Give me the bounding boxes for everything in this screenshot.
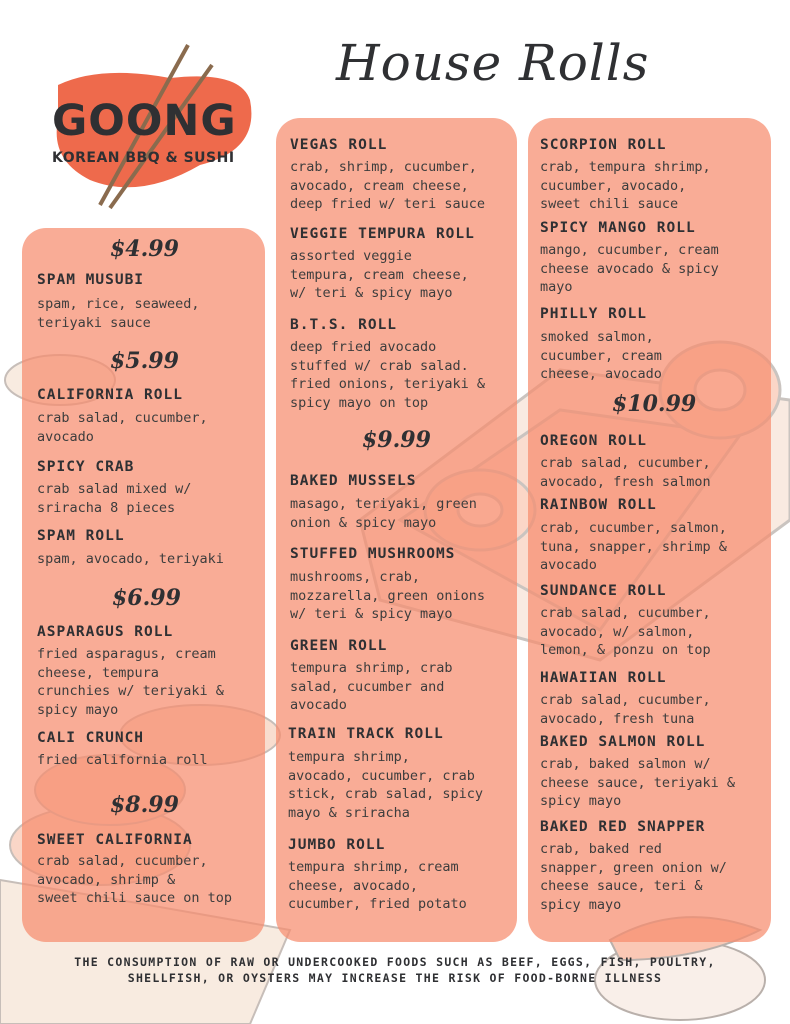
menu-item-name: SPAM MUSUBI: [37, 272, 145, 288]
menu-item-desc: fried california roll: [37, 752, 208, 768]
menu-item-name: CALIFORNIA ROLL: [37, 387, 183, 403]
menu-item-name: SPICY CRAB: [37, 459, 135, 475]
menu-item-name: TRAIN TRACK ROLL: [288, 726, 444, 742]
menu-item-name: SWEET CALIFORNIA: [37, 832, 193, 848]
menu-item-desc: fried asparagus, cream cheese, tempura crunchies w/ teriyaki & spicy mayo: [37, 646, 224, 718]
menu-item-name: GREEN ROLL: [290, 638, 388, 654]
menu-item-desc: tempura shrimp, cream cheese, avocado, cucumber, fried potato: [288, 859, 467, 912]
menu-item-desc: mango, cucumber, cream cheese avocado & spicy mayo: [540, 242, 719, 295]
menu-item-desc: crab salad mixed w/ sriracha 8 pieces: [37, 481, 192, 516]
menu-item-name: SCORPION ROLL: [540, 137, 667, 153]
price-heading: $8.99: [110, 792, 179, 818]
page-title: House Rolls: [336, 34, 650, 92]
price-heading: $9.99: [362, 427, 431, 453]
menu-item-name: VEGGIE TEMPURA ROLL: [290, 226, 475, 242]
menu-item-name: CALI CRUNCH: [37, 730, 145, 746]
menu-item-name: JUMBO ROLL: [288, 837, 386, 853]
menu-item-desc: crab, baked red snapper, green onion w/ cheese sauce, teri & spicy mayo: [540, 841, 727, 913]
menu-item-name: VEGAS ROLL: [290, 137, 388, 153]
menu-item-desc: crab, shrimp, cucumber, avocado, cream cheese, deep fried w/ teri sauce: [290, 159, 486, 212]
menu-item-name: ASPARAGUS ROLL: [37, 624, 174, 640]
menu-item-desc: spam, rice, seaweed, teriyaki sauce: [37, 296, 200, 331]
menu-item-name: SUNDANCE ROLL: [540, 583, 667, 599]
price-heading: $10.99: [612, 391, 697, 417]
price-heading: $6.99: [112, 585, 181, 611]
menu-item-name: RAINBOW ROLL: [540, 497, 657, 513]
price-heading: $5.99: [110, 348, 179, 374]
menu-item-desc: spam, avocado, teriyaki: [37, 551, 224, 567]
menu-item-name: SPICY MANGO ROLL: [540, 220, 696, 236]
menu-item-desc: mushrooms, crab, mozzarella, green onions w/ teri & spicy mayo: [290, 569, 486, 622]
menu-item-desc: tempura shrimp, crab salad, cucumber and avocado: [290, 660, 453, 713]
menu-item-desc: smoked salmon, cucumber, cream cheese, avocado: [540, 329, 662, 382]
brand-name: GOONG: [52, 96, 237, 146]
menu-item-name: HAWAIIAN ROLL: [540, 670, 667, 686]
menu-item-name: OREGON ROLL: [540, 433, 648, 449]
menu-item-desc: deep fried avocado stuffed w/ crab salad. fried onions, teriyaki & spicy mayo on top: [290, 339, 486, 411]
menu-item-name: BAKED SALMON ROLL: [540, 734, 706, 750]
health-disclaimer-line-1: THE CONSUMPTION OF RAW OR UNDERCOOKED FOODS SUCH AS BEEF, EGGS, FISH, POULTRY,: [74, 955, 716, 969]
menu-item-name: B.T.S. ROLL: [290, 317, 398, 333]
menu-item-desc: tempura shrimp, avocado, cucumber, crab stick, crab salad, spicy mayo & sriracha: [288, 749, 484, 821]
menu-item-desc: crab salad, cucumber, avocado, shrimp & sweet chili sauce on top: [37, 853, 233, 906]
menu-item-desc: crab salad, cucumber, avocado, fresh salmon: [540, 455, 711, 490]
menu-item-desc: crab salad, cucumber, avocado, w/ salmon, lemon, & ponzu on top: [540, 605, 711, 658]
menu-item-name: PHILLY ROLL: [540, 306, 648, 322]
menu-item-name: SPAM ROLL: [37, 528, 125, 544]
brand-tagline: KOREAN BBQ & SUSHI: [52, 150, 235, 166]
menu-item-desc: masago, teriyaki, green onion & spicy mayo: [290, 496, 477, 531]
health-disclaimer-line-2: SHELLFISH, OR OYSTERS MAY INCREASE THE RISK OF FOOD-BORNE ILLNESS: [127, 971, 663, 985]
menu-item-desc: crab, cucumber, salmon, tuna, snapper, shrimp & avocado: [540, 520, 727, 573]
menu-item-desc: crab, baked salmon w/ cheese sauce, teriyaki & spicy mayo: [540, 756, 736, 809]
menu-item-desc: assorted veggie tempura, cream cheese, w/ teri & spicy mayo: [290, 248, 469, 301]
menu-item-desc: crab salad, cucumber, avocado: [37, 410, 208, 445]
menu-item-name: STUFFED MUSHROOMS: [290, 546, 456, 562]
menu-item-name: BAKED MUSSELS: [290, 473, 417, 489]
menu-item-desc: crab salad, cucumber, avocado, fresh tuna: [540, 692, 711, 727]
menu-item-desc: crab, tempura shrimp, cucumber, avocado, sweet chili sauce: [540, 159, 711, 212]
menu-item-name: BAKED RED SNAPPER: [540, 819, 706, 835]
price-heading: $4.99: [110, 236, 179, 262]
